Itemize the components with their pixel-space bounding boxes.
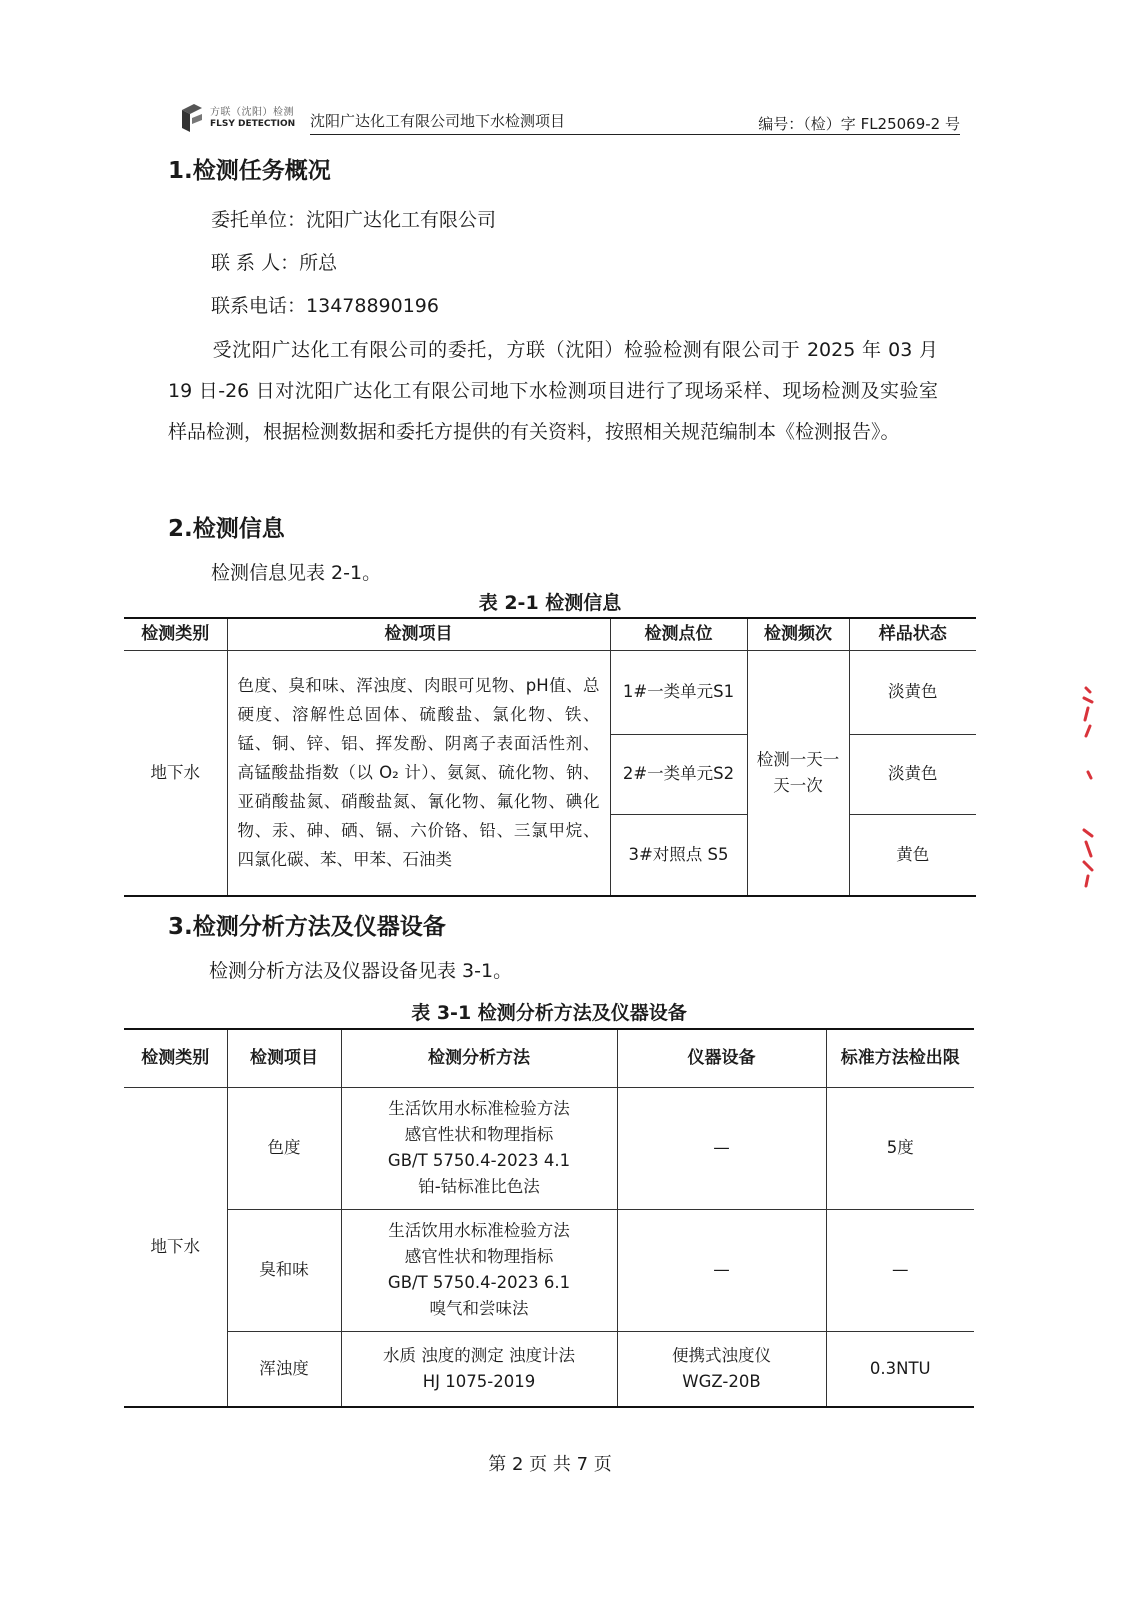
table-row [124,1087,974,1209]
phone-label: 联系电话： [211,295,307,317]
category-cell: 地下水 [124,1087,227,1407]
section2-intro: 检测信息见表 2-1。 [211,562,382,584]
col-header-method: 检测分析方法 [341,1029,617,1087]
method-line: 生活饮用水标准检验方法 [388,1099,570,1118]
task-paragraph [168,330,938,453]
col-header-limit: 标准方法检出限 [826,1029,974,1087]
task-paragraph-text: 受沈阳广达化工有限公司的委托，方联（沈阳）检验检测有限公司于 2025 年 03 月 19 日-26 日对沈阳广达化工有限公司地下水检测项目进行了现场采样、现场检测及实验室样品检测，根据检测数据和委托方提供的有关资料，按照相关规范编制本《检测报告》。 [168,339,938,443]
company-logo [180,100,310,136]
category-cell: 地下水 [124,650,227,896]
logo-mark-icon [180,104,204,132]
methods-table [124,1028,974,1408]
method-cell [341,1209,617,1331]
item-cell: 浑浊度 [227,1331,341,1407]
method-cell [341,1331,617,1407]
contact-label: 联 系 人： [211,252,300,274]
method-line: GB/T 5750.4-2023 6.1 [387,1273,571,1292]
instrument-cell [617,1331,826,1407]
section1-heading: 1.检测任务概况 [168,158,331,184]
method-line: 感官性状和物理指标 [404,1125,554,1144]
items-cell: 色度、臭和味、浑浊度、肉眼可见物、pH值、总硬度、溶解性总固体、硫酸盐、氯化物、铁、锰、铜、锌、铝、挥发酚、阴离子表面活性剂、高锰酸盐指数（以 O₂ 计）、氨氮、硫化物、钠、亚硝酸盐氮、硝酸盐氮、氰化物、氟化物、碘化物、汞、砷、硒、镉、六价铬、铅、三氯甲烷、四氯化碳、苯、甲苯、石油类 [227,650,610,896]
state-cell: 淡黄色 [849,650,976,734]
table2-caption: 表 2-1 检测信息 [478,592,622,614]
point-cell: 3#对照点 S5 [610,814,747,896]
col-header-frequency: 检测频次 [747,618,849,650]
table-row [124,1331,974,1407]
detection-info-table [124,617,976,897]
col-header-items: 检测项目 [227,618,610,650]
logo-en-text: FLSY DETECTION [210,119,296,129]
limit-cell: 0.3NTU [826,1331,974,1407]
method-line: 水质 浊度的测定 浊度计法 [383,1345,575,1365]
client-value: 沈阳广达化工有限公司 [306,209,497,231]
instrument-line: 便携式浊度仪 [672,1345,771,1365]
client-label: 委托单位： [211,209,307,231]
limit-cell: — [826,1209,974,1331]
report-number: 编号：（检）字 FL25069-2 号 [758,115,960,133]
point-cell: 1#一类单元S1 [610,650,747,734]
table-row [124,1209,974,1331]
phone-line [211,291,439,318]
frequency-cell: 检测一天一天一次 [747,650,849,896]
seal-stamp-fragment [1076,680,1100,900]
table3-caption: 表 3-1 检测分析方法及仪器设备 [411,1002,687,1024]
method-line: 感官性状和物理指标 [404,1247,554,1266]
logo-cn-text: 方联（沈阳）检测 [210,107,294,118]
phone-value: 13478890196 [306,295,439,317]
col-header-state: 样品状态 [849,618,976,650]
col-header-points: 检测点位 [610,618,747,650]
contact-value: 所总 [299,252,338,274]
col-header-category: 检测类别 [124,1029,227,1087]
item-cell: 臭和味 [227,1209,341,1331]
header-rule [310,134,960,135]
instrument-cell: — [617,1209,826,1331]
col-header-category: 检测类别 [124,618,227,650]
contact-line [211,248,337,275]
point-cell: 2#一类单元S2 [610,734,747,814]
section3-intro: 检测分析方法及仪器设备见表 3-1。 [209,960,513,982]
method-line: 嗅气和尝味法 [429,1299,529,1318]
instrument-line: WGZ-20B [682,1371,761,1391]
item-cell: 色度 [227,1087,341,1209]
col-header-item: 检测项目 [227,1029,341,1087]
method-line: 铂-钴标准比色法 [418,1177,540,1196]
table-header-row [124,1029,974,1087]
method-line: GB/T 5750.4-2023 4.1 [387,1151,571,1170]
page-footer: 第 2 页 共 7 页 [488,1454,612,1475]
table-header-row [124,618,976,650]
page-header [180,100,960,138]
client-line [211,205,496,232]
col-header-instrument: 仪器设备 [617,1029,826,1087]
limit-cell: 5度 [826,1087,974,1209]
instrument-cell: — [617,1087,826,1209]
section3-heading: 3.检测分析方法及仪器设备 [168,914,446,940]
state-cell: 黄色 [849,814,976,896]
state-cell: 淡黄色 [849,734,976,814]
header-title: 沈阳广达化工有限公司地下水检测项目 [310,112,566,130]
section2-heading: 2.检测信息 [168,516,285,542]
method-line: HJ 1075-2019 [422,1371,536,1391]
table-row [124,650,976,734]
method-cell [341,1087,617,1209]
method-line: 生活饮用水标准检验方法 [388,1221,570,1240]
